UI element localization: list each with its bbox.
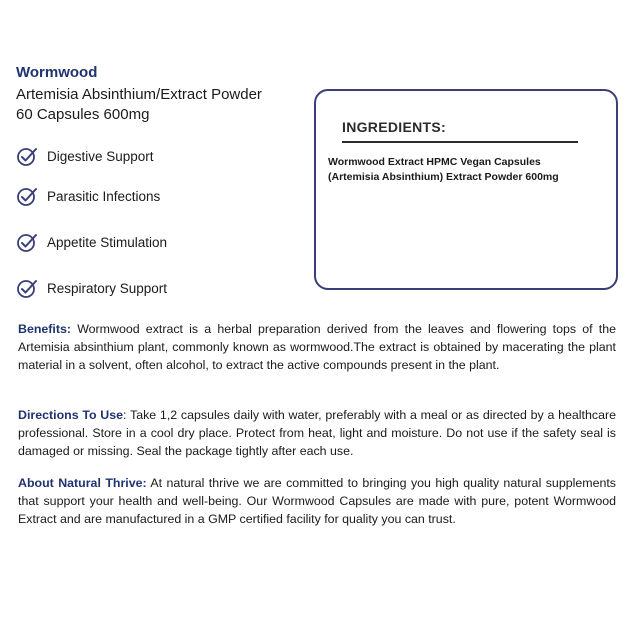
check-circle-icon	[16, 231, 38, 253]
about-lead: About Natural Thrive:	[18, 476, 147, 490]
directions-paragraph	[18, 406, 616, 460]
directions-lead: Directions To Use	[18, 408, 124, 422]
benefit-label: Appetite Stimulation	[47, 234, 168, 250]
benefit-item-respiratory	[16, 276, 167, 300]
about-paragraph	[18, 474, 616, 528]
product-subtitle-line2: 60 Capsules 600mg	[16, 106, 150, 123]
benefit-label: Parasitic Infections	[47, 188, 161, 204]
check-circle-icon	[16, 145, 38, 167]
benefit-item-appetite	[16, 230, 167, 254]
benefits-paragraph	[18, 320, 616, 374]
benefit-label: Digestive Support	[47, 148, 154, 164]
check-circle-icon	[16, 277, 38, 299]
benefits-lead: Benefits:	[18, 322, 72, 336]
product-title: Wormwood	[16, 64, 98, 81]
ingredients-text: Wormwood Extract HPMC Vegan Capsules (Artemisia Absinthium) Extract Powder 600mg	[328, 156, 559, 183]
ingredients-heading: INGREDIENTS:	[342, 119, 446, 135]
ingredients-rule	[342, 141, 578, 143]
benefit-item-digestive	[16, 144, 154, 168]
about-text: At natural thrive we are committed to bringing you high quality natural supplements that support your health and well-being. Our Wormwood Capsules are made with pure, potent Wormwood Extract and are manufactured in a GMP certified facility for quality you can trust.	[18, 476, 616, 526]
directions-text: : Take 1,2 capsules daily with water, preferably with a meal or as directed by a healthcare professional. Store in a cool dry place. Protect from heat, light and moisture. Do not use if the safety seal is damaged or missing. Seal the package tightly after each use.	[18, 408, 616, 458]
benefit-label: Respiratory Support	[47, 280, 168, 296]
check-circle-icon	[16, 185, 38, 207]
benefit-item-parasitic	[16, 184, 160, 208]
product-subtitle-line1: Artemisia Absinthium/Extract Powder	[16, 86, 262, 103]
benefits-text: Wormwood extract is a herbal preparation derived from the leaves and flowering tops of the Artemisia absinthium plant, commonly known as wormwood.The extract is obtained by macerating the plant material in a solvent, often alcohol, to extract the active compounds present in the plant.	[18, 322, 616, 372]
ingredients-box	[314, 89, 618, 290]
